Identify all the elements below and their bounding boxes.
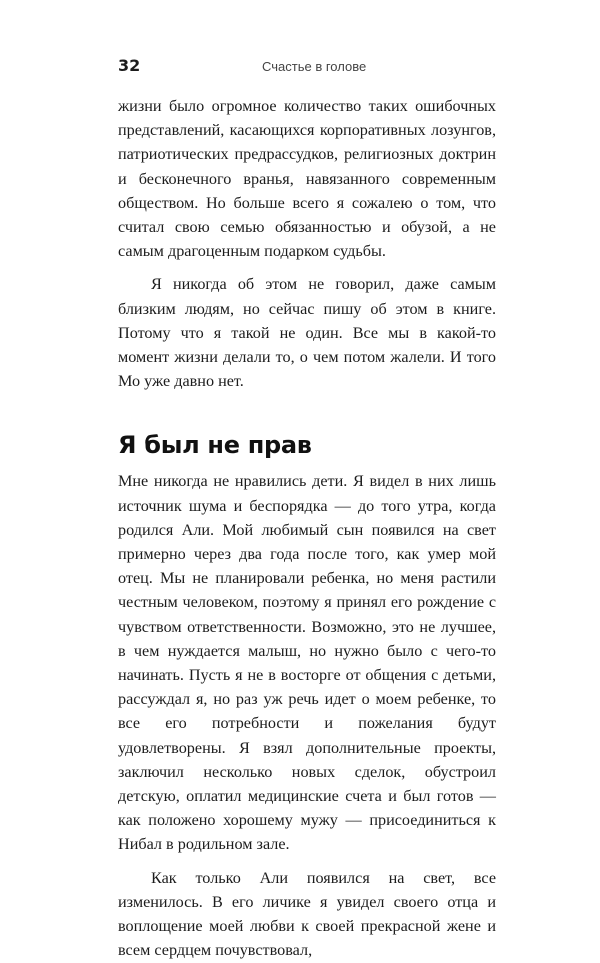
body-text (118, 94, 496, 963)
page-number: 32 (118, 56, 141, 75)
paragraph: Как только Али появился на свет, все изменилось. В его личике я увидел своего отца и воплощение моей любви к своей прекрасной жене и всем сердцем почувствовал, (118, 868, 496, 960)
paragraph-continued: жизни было огромное количество таких ошибочных представлений, касающихся корпоративных лозунгов, патриотических предрассудков, религиозных доктрин и бесконечного вранья, навязанного современным обществом. Но больше всего я сожалею о том, что считал свою семью обязанностью и обузой, а не самым драгоценным подарком судьбы. (118, 97, 496, 261)
running-head (118, 56, 498, 80)
section-heading: Я был не прав (118, 431, 312, 460)
running-title: Счастье в голове (262, 59, 367, 74)
paragraph: Я никогда об этом не говорил, даже самым близким людям, но сейчас пишу об этом в книге. Потому что я такой не один. Все мы в какой-то момент жизни делали то, о чем потом жалели. И того Мо уже давно нет. (118, 275, 496, 391)
paragraph: Мне никогда не нравились дети. Я видел в них лишь источник шума и беспорядка — до того утра, когда родился Али. Мой любимый сын появился на свет примерно через два года после того, как умер мой отец. Мы не планировали ребенка, но меня растили честным человеком, поэтому я принял его рождение с чувством ответственности. Возможно, это не лучшее, в чем нуждается малыш, но нужно было с чего-то начинать. Пусть я не в восторге от общения с детьми, рассуждал я, но раз уж речь идет о моем ребенке, то все его потребности и пожелания будут удовлетворены. Я взял дополнительные проекты, заключил несколько новых сделок, обустроил детскую, оплатил медицинские счета и был готов — как положено хорошему мужу — присоединиться к Нибал в родильном зале. (118, 472, 496, 854)
